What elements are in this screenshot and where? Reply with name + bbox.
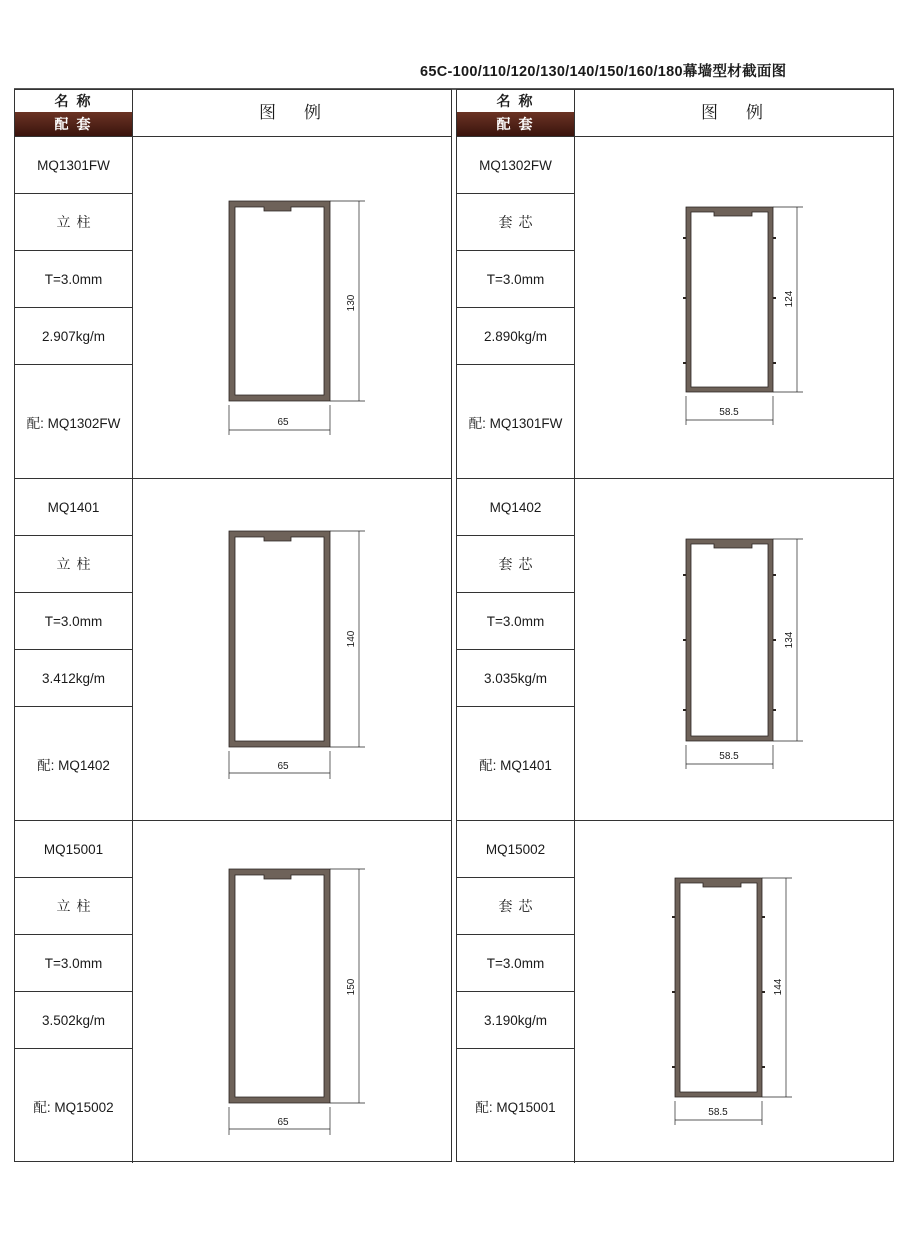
height-dimension: 134	[784, 631, 795, 649]
profile-drawing	[133, 479, 451, 821]
profile-info	[15, 137, 133, 478]
height-dimension: 150	[346, 978, 357, 996]
profile-weight: 3.190kg/m	[457, 992, 574, 1049]
profile-outline	[229, 869, 330, 1103]
section-drawing	[133, 479, 451, 821]
profile-fins	[672, 916, 765, 1068]
profile-fins	[683, 237, 776, 364]
profile-thickness: T=3.0mm	[15, 593, 132, 650]
profile-info	[457, 479, 575, 820]
profile-match: 配: MQ1402	[37, 758, 110, 773]
profile-match: 配: MQ1401	[479, 758, 552, 773]
profile-match: 配: MQ1301FW	[468, 416, 563, 431]
profile-weight: 3.035kg/m	[457, 650, 574, 707]
profile-type: 套芯	[457, 536, 574, 593]
profile-drawing	[133, 821, 451, 1163]
profile-code: MQ1402	[457, 479, 574, 536]
profile-thickness: T=3.0mm	[457, 935, 574, 992]
profile-block	[15, 821, 451, 1163]
section-drawing	[133, 821, 451, 1163]
header-name: 名称	[54, 93, 99, 109]
profile-type: 立柱	[15, 536, 132, 593]
profile-block	[15, 479, 451, 821]
profile-match: 配: MQ15001	[475, 1100, 556, 1115]
catalog-left-column	[14, 89, 452, 1162]
profile-code: MQ1302FW	[457, 137, 574, 194]
header-label-cell	[457, 90, 575, 137]
height-dimension: 144	[773, 978, 784, 996]
width-dimension: 65	[277, 1117, 289, 1128]
profile-drawing	[133, 137, 451, 479]
profile-info	[15, 479, 133, 820]
profile-outline	[229, 201, 330, 401]
profile-type: 立柱	[15, 194, 132, 251]
height-dimension: 130	[346, 294, 357, 312]
width-dimension: 58.5	[708, 1107, 728, 1118]
profile-weight: 2.907kg/m	[15, 308, 132, 365]
width-dimension: 58.5	[719, 751, 739, 762]
profile-outline	[229, 531, 330, 747]
profile-thickness: T=3.0mm	[15, 251, 132, 308]
profile-drawing	[575, 137, 893, 479]
header-legend: 图例	[575, 90, 893, 137]
section-drawing	[575, 137, 893, 479]
profile-block	[457, 137, 893, 479]
profile-block	[457, 821, 893, 1163]
section-drawing	[133, 137, 451, 479]
dimension-lines	[686, 539, 803, 769]
profile-thickness: T=3.0mm	[15, 935, 132, 992]
profile-info	[15, 821, 133, 1163]
width-dimension: 58.5	[719, 407, 739, 418]
section-drawing	[575, 821, 893, 1163]
profile-type: 立柱	[15, 878, 132, 935]
profile-outline	[675, 878, 762, 1097]
profile-code: MQ1301FW	[15, 137, 132, 194]
profile-drawing	[575, 479, 893, 821]
profile-outline	[686, 207, 773, 392]
profile-fins	[683, 574, 776, 711]
profile-match: 配: MQ1302FW	[26, 416, 121, 431]
profile-block	[15, 137, 451, 479]
profile-type: 套芯	[457, 194, 574, 251]
profile-weight: 3.502kg/m	[15, 992, 132, 1049]
profile-code: MQ1401	[15, 479, 132, 536]
height-dimension: 124	[784, 290, 795, 308]
header-label-cell	[15, 90, 133, 137]
profile-code: MQ15002	[457, 821, 574, 878]
width-dimension: 65	[277, 761, 289, 772]
profile-info	[457, 137, 575, 478]
profile-outline	[686, 539, 773, 741]
header-match: 配套	[15, 112, 132, 136]
profile-catalog	[14, 89, 894, 1162]
profile-info	[457, 821, 575, 1163]
profile-weight: 2.890kg/m	[457, 308, 574, 365]
dimension-lines	[229, 869, 365, 1135]
profile-thickness: T=3.0mm	[457, 251, 574, 308]
width-dimension: 65	[277, 417, 289, 428]
profile-type: 套芯	[457, 878, 574, 935]
dimension-lines	[675, 878, 792, 1125]
section-drawing	[575, 479, 893, 821]
page-title: 65C-100/110/120/130/140/150/160/180幕墙型材截面图	[420, 64, 787, 80]
catalog-right-column	[456, 89, 894, 1162]
profile-weight: 3.412kg/m	[15, 650, 132, 707]
profile-drawing	[575, 821, 893, 1163]
profile-thickness: T=3.0mm	[457, 593, 574, 650]
header-name: 名称	[496, 93, 541, 109]
header-match: 配套	[457, 112, 574, 136]
profile-match: 配: MQ15002	[33, 1100, 114, 1115]
profile-block	[457, 479, 893, 821]
header-legend: 图例	[133, 90, 451, 137]
height-dimension: 140	[346, 630, 357, 648]
profile-code: MQ15001	[15, 821, 132, 878]
